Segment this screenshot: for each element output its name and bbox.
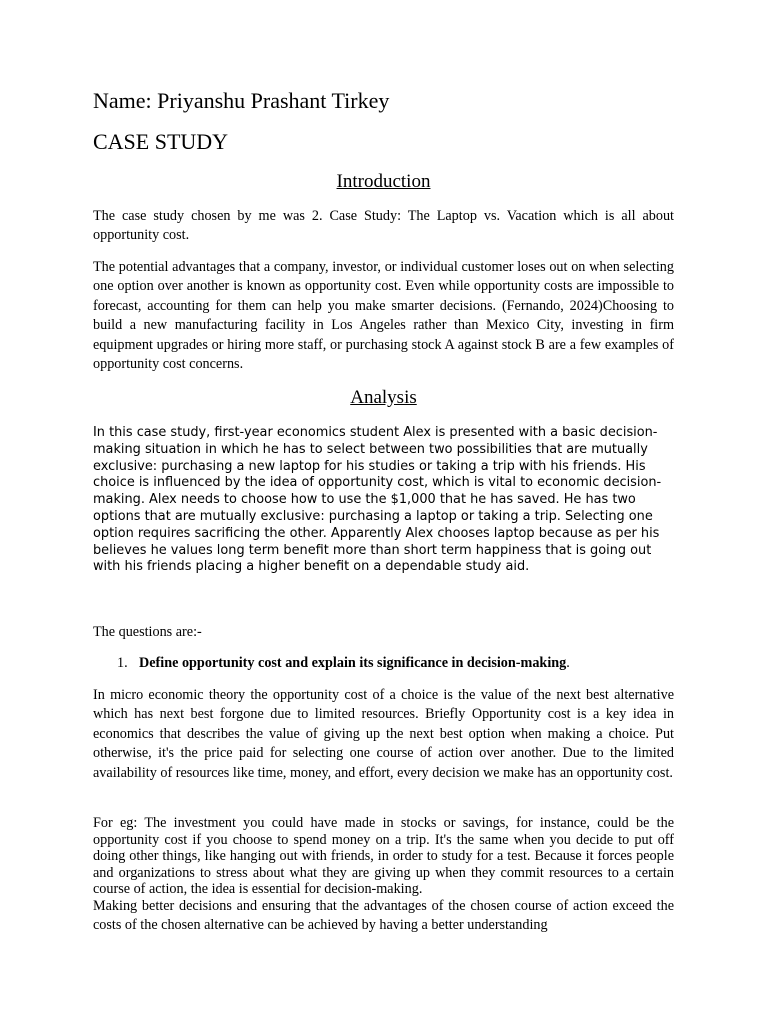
case-study-heading: CASE STUDY xyxy=(93,129,229,154)
author-name: Name: Priyanshu Prashant Tirkey xyxy=(93,88,390,113)
questions-intro: The questions are:- xyxy=(93,624,202,640)
answer-paragraph-2: For eg: The investment you could have made in stocks or savings, for instance, could be the opportunity cost if you choose to spend money on a trip. It's the same when you decide to put off doing other things, like hanging out with friends, in order to study for a test. Because it forces people and organizations to stress about what they are giving up when they commit resources to a certain course of action, the idea is essential for decision-making. xyxy=(93,815,674,897)
analysis-paragraph: In this case study, first-year economics student Alex is presented with a basic decision-making situation in which he has to select between two possibilities that are mutually exclusive: purchasing a new laptop for his studies or taking a trip with his friends. His choice is influenced by the idea of opportunity cost, which is vital to economic decision-making. Alex needs to choose how to use the $1,000 that he has saved. He has two options that are mutually exclusive: purchasing a laptop or taking a trip. Selecting one option requires sacrificing the other. Apparently Alex chooses laptop because as per his believes he values long term benefit more than short term happiness that is going out with his friends placing a higher benefit on a dependable study aid. xyxy=(93,425,662,575)
question-item-1 xyxy=(117,654,674,673)
answer-paragraph-1: In micro economic theory the opportunity cost of a choice is the value of the next best alternative which has next best forgone due to limited resources. Briefly Opportunity cost is a key idea in economics that describes the value of giving up the next best option when making a choice. Put otherwise, it's the price paid for selecting one course of action over another. Due to the limited availability of resources like time, money, and effort, every decision we make has an opportunity cost. xyxy=(93,687,674,781)
answer-paragraph-3: Making better decisions and ensuring that the advantages of the chosen course of action exceed the costs of the chosen alternative can be achieved by having a better understanding xyxy=(93,898,674,934)
question-number: 1. xyxy=(117,655,128,671)
question-text: Define opportunity cost and explain its significance in decision-making xyxy=(139,655,567,671)
intro-paragraph-1: The case study chosen by me was 2. Case Study: The Laptop vs. Vacation which is all about opportunity cost. xyxy=(93,208,674,243)
analysis-title: Analysis xyxy=(350,387,417,408)
introduction-title: Introduction xyxy=(336,171,431,192)
intro-paragraph-2: The potential advantages that a company, investor, or individual customer loses out on when selecting one option over another is known as opportunity cost. Even while opportunity costs are impossible to forecast, accounting for them can help you make smarter decisions. (Fernando, 2024)Choosing to build a new manufacturing facility in Los Angeles rather than Mexico City, investing in firm equipment upgrades or hiring more staff, or purchasing stock A against stock B are a few examples of opportunity cost concerns. xyxy=(93,259,674,373)
question-suffix: . xyxy=(566,655,570,671)
